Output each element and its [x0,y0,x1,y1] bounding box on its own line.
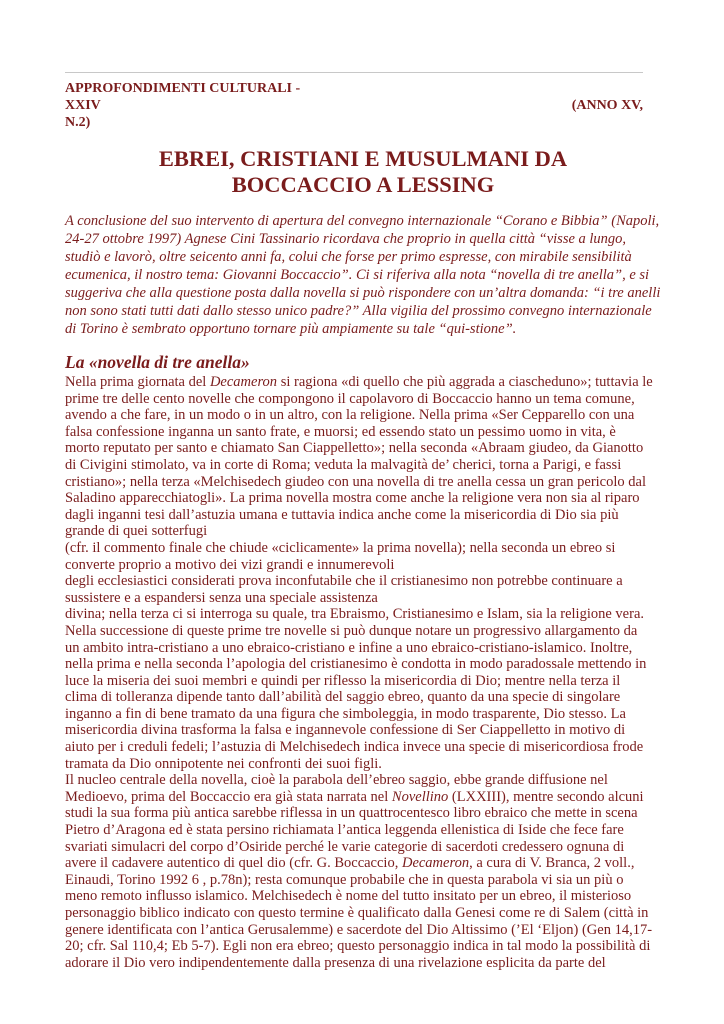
body-text-run: Einaudi, Torino 1992 6 , p.78n); resta comunque probabile che in questa parabola vi sia un più o [65,871,624,888]
body-text-run: nella prima e nella seconda l’apologia del cristianesimo è condotta in modo paradossale mettendo in [65,656,647,673]
header-year: (ANNO XV, [571,98,643,113]
body-line [65,391,661,408]
body-text-run: si ragiona «di quello che più aggrada a ciascheduno»; tuttavia le [277,374,653,390]
body-line [65,557,661,574]
body-line [65,656,661,673]
body-text-run: luce la miseria dei suoi membri e quindi per riflesso la misericordia di Dio; mentre nella terza il [65,672,621,689]
body-text-run: 20; cfr. Sal 110,4; Eb 5-7). Egli non era ebreo; questo personaggio indica in tal modo la possibilità di [65,938,651,955]
body-text-run: sussistere e a espandersi senza una speciale assistenza [65,589,378,606]
body-line [65,374,661,391]
body-text-run: avere il cadavere autentico di quel dio (cfr. G. Boccaccio, [65,855,402,872]
body-line [65,640,661,657]
section-heading: La «novella di tre anella» [65,352,250,372]
body-line [65,407,661,424]
body-text-run: Pietro d’Aragona ed è stata persino richiamata l’antica leggenda ellenistica di Iside che fece fare [65,822,624,839]
body-text-run: personaggio biblico indicato con questo termine è qualificato dalla Genesi come re di Salem (città in [65,905,649,921]
body-line [65,888,661,905]
body-line [65,673,661,690]
body-line [65,805,661,822]
body-text-run: tramata da Dio onnipotente nei confronti dei suoi figli. [65,755,382,772]
body-text-run: clima di tolleranza dipende tanto dall’abilità del saggio ebreo, quanto da una specie di singolare [65,689,621,706]
body-line [65,955,661,972]
body-line [65,739,661,756]
body-line [65,457,661,474]
body-text-run: studi la sua forma più antica sarebbe riflessa in un quattrocentesco libro ebraico che mette in scena [65,805,638,822]
body-line [65,440,661,457]
header-line-2 [65,97,643,114]
body-text-run: meno remoto influsso islamico. Melchisedech è nome del tutto insitato per un ebreo, il misterioso [65,888,632,905]
body-line [65,606,661,623]
article-title [65,146,661,198]
body-text-run: svariati simulacri del corpo d’Osiride perché le varie categorie di sacerdoti credessero ognuna di [65,838,625,855]
body-line [65,424,661,441]
intro-paragraph: A conclusione del suo intervento di apertura del convegno internazionale “Corano e Bibbia” (Napoli, 24-27 ottobre 1997) Agnese Cini Tassinario ricordava che proprio in quella città “visse a lungo, studiò e lavorò, oltre seicento anni fa, colui che forse per primo espresse, con mirabile sensibilità ecumenica, il nostro tema: Giovanni Boccaccio”. Ci si riferiva alla nota “novella di tre anella”, e si suggeriva che alla questione posta dalla novella si può rispondere con un’altra domanda: “i tre anelli non sono stati tutti dati dallo stesso unico padre?” Alla vigilia del prossimo convegno internazionale di Torino è sembrato opportuno tornare più ampiamente su tale “qui-stione”. [65,213,661,337]
header-line-1: APPROFONDIMENTI CULTURALI - [65,81,301,96]
body-line [65,706,661,723]
body-line [65,872,661,889]
italic-title: Decameron [209,374,278,390]
body-text-run: aiuto per i creduli fedeli; l’astuzia di Melchisedech indica invece una specie di misericordiosa frode [65,739,644,756]
body-line [65,938,661,955]
body-text-run: un ambito intra-cristiano a uno ebraico-cristiano e infine a uno ebraico-cristiano-islamico. Inoltre, [65,639,633,656]
body-line [65,573,661,590]
header-volume: XXIV [65,98,101,113]
body-text-run: degli ecclesiastici considerati prova inconfutabile che il cristianesimo non potrebbe continuare a [65,573,623,590]
body-text-run: Nella successione di queste prime tre novelle si può dunque notare un progressivo allargamento da [65,622,638,639]
body-line [65,490,661,507]
body-text-run: , a cura di V. Branca, 2 voll., [469,855,635,872]
body-text-run: (LXXIII), mentre secondo alcuni [448,788,644,805]
body-line [65,623,661,640]
body-line [65,772,661,789]
title-line-2: BOCCACCIO A LESSING [231,172,495,197]
body-text-run: di Civigini stimolato, va in corte di Roma; veduta la malvagità de’ cherici, torna a Parigi, e fassi [65,456,622,473]
body-line [65,507,661,524]
body-text-run: inganno a fin di bene tramato da una figura che simboleggia, in modo trasparente, Dio stesso. La [65,705,626,722]
body-text-run: prime tre delle cento novelle che compongono il capolavoro di Boccaccio hanno un tema comune, [65,390,635,407]
body-text-run: Saladino apparecchiatogli». La prima novella mostra come anche la religione vera non sia al riparo [65,490,640,507]
body-text-run: Medioevo, prima del Boccaccio era già stata narrata nel [65,788,392,805]
body-text [65,374,661,971]
body-line [65,540,661,557]
italic-title: Novellino [391,788,449,805]
body-text-run: (cfr. il commento finale che chiude «ciclicamente» la prima novella); nella seconda un ebreo si [65,539,616,556]
body-line [65,722,661,739]
body-text-run: misericordia divina trasforma la falsa e ingannevole confessione di Ser Ciappelletto in motivo di [65,722,626,739]
title-line-1: EBREI, CRISTIANI E MUSULMANI DA [158,146,568,171]
body-line [65,523,661,540]
header-line-3: N.2) [65,115,91,130]
body-text-run: converte proprio a motivo dei vizi grandi e innumerevoli [65,556,395,573]
body-line [65,839,661,856]
body-line [65,922,661,939]
running-header [65,80,643,131]
body-line [65,756,661,773]
body-text-run: divina; nella terza ci si interroga su quale, tra Ebraismo, Cristianesimo e Islam, sia la religione vera. [65,606,645,623]
header-rule [65,72,643,73]
body-text-run: cristiano»; nella terza «Melchisedech giudeo con una novella di tre anella cessa un gran pericolo dal [65,473,646,490]
body-line [65,822,661,839]
body-text-run: dagli inganni tesi dall’astuzia umana e tuttavia indica anche come la misericordia di Dio sia più [65,506,619,523]
body-text-run: avendo a che fare, in un modo o in un altro, con la religione. Nella prima «Ser Cepparello con una [65,407,635,424]
body-text-run: falsa confessione inganna un santo frate, e muorsi; ed essendo stato un pessimo uomo in vita, è [65,423,616,440]
body-line [65,689,661,706]
body-text-run: genere identificata con l’antica Gerusalemme) e sacerdote del Dio Altissimo (’El ‘Eljon) (Gen 14,17- [65,921,653,938]
body-line [65,789,661,806]
body-line [65,855,661,872]
body-line [65,590,661,607]
body-text-run: Nella prima giornata del [65,374,210,390]
body-text-run: adorare il Dio vero indipendentemente dalla presenza di una rivelazione esplicita da parte del [65,954,606,971]
body-line [65,474,661,491]
body-text-run: Il nucleo centrale della novella, cioè la parabola dell’ebreo saggio, ebbe grande diffusione nel [65,772,608,789]
body-text-run: grande di quei sotterfugi [65,523,208,540]
body-text-run: morto reputato per santo e chiamato San Ciappelletto»; nella seconda «Abraam giudeo, da Gianotto [65,440,644,457]
body-line [65,905,661,922]
italic-title: Decameron [401,855,470,872]
